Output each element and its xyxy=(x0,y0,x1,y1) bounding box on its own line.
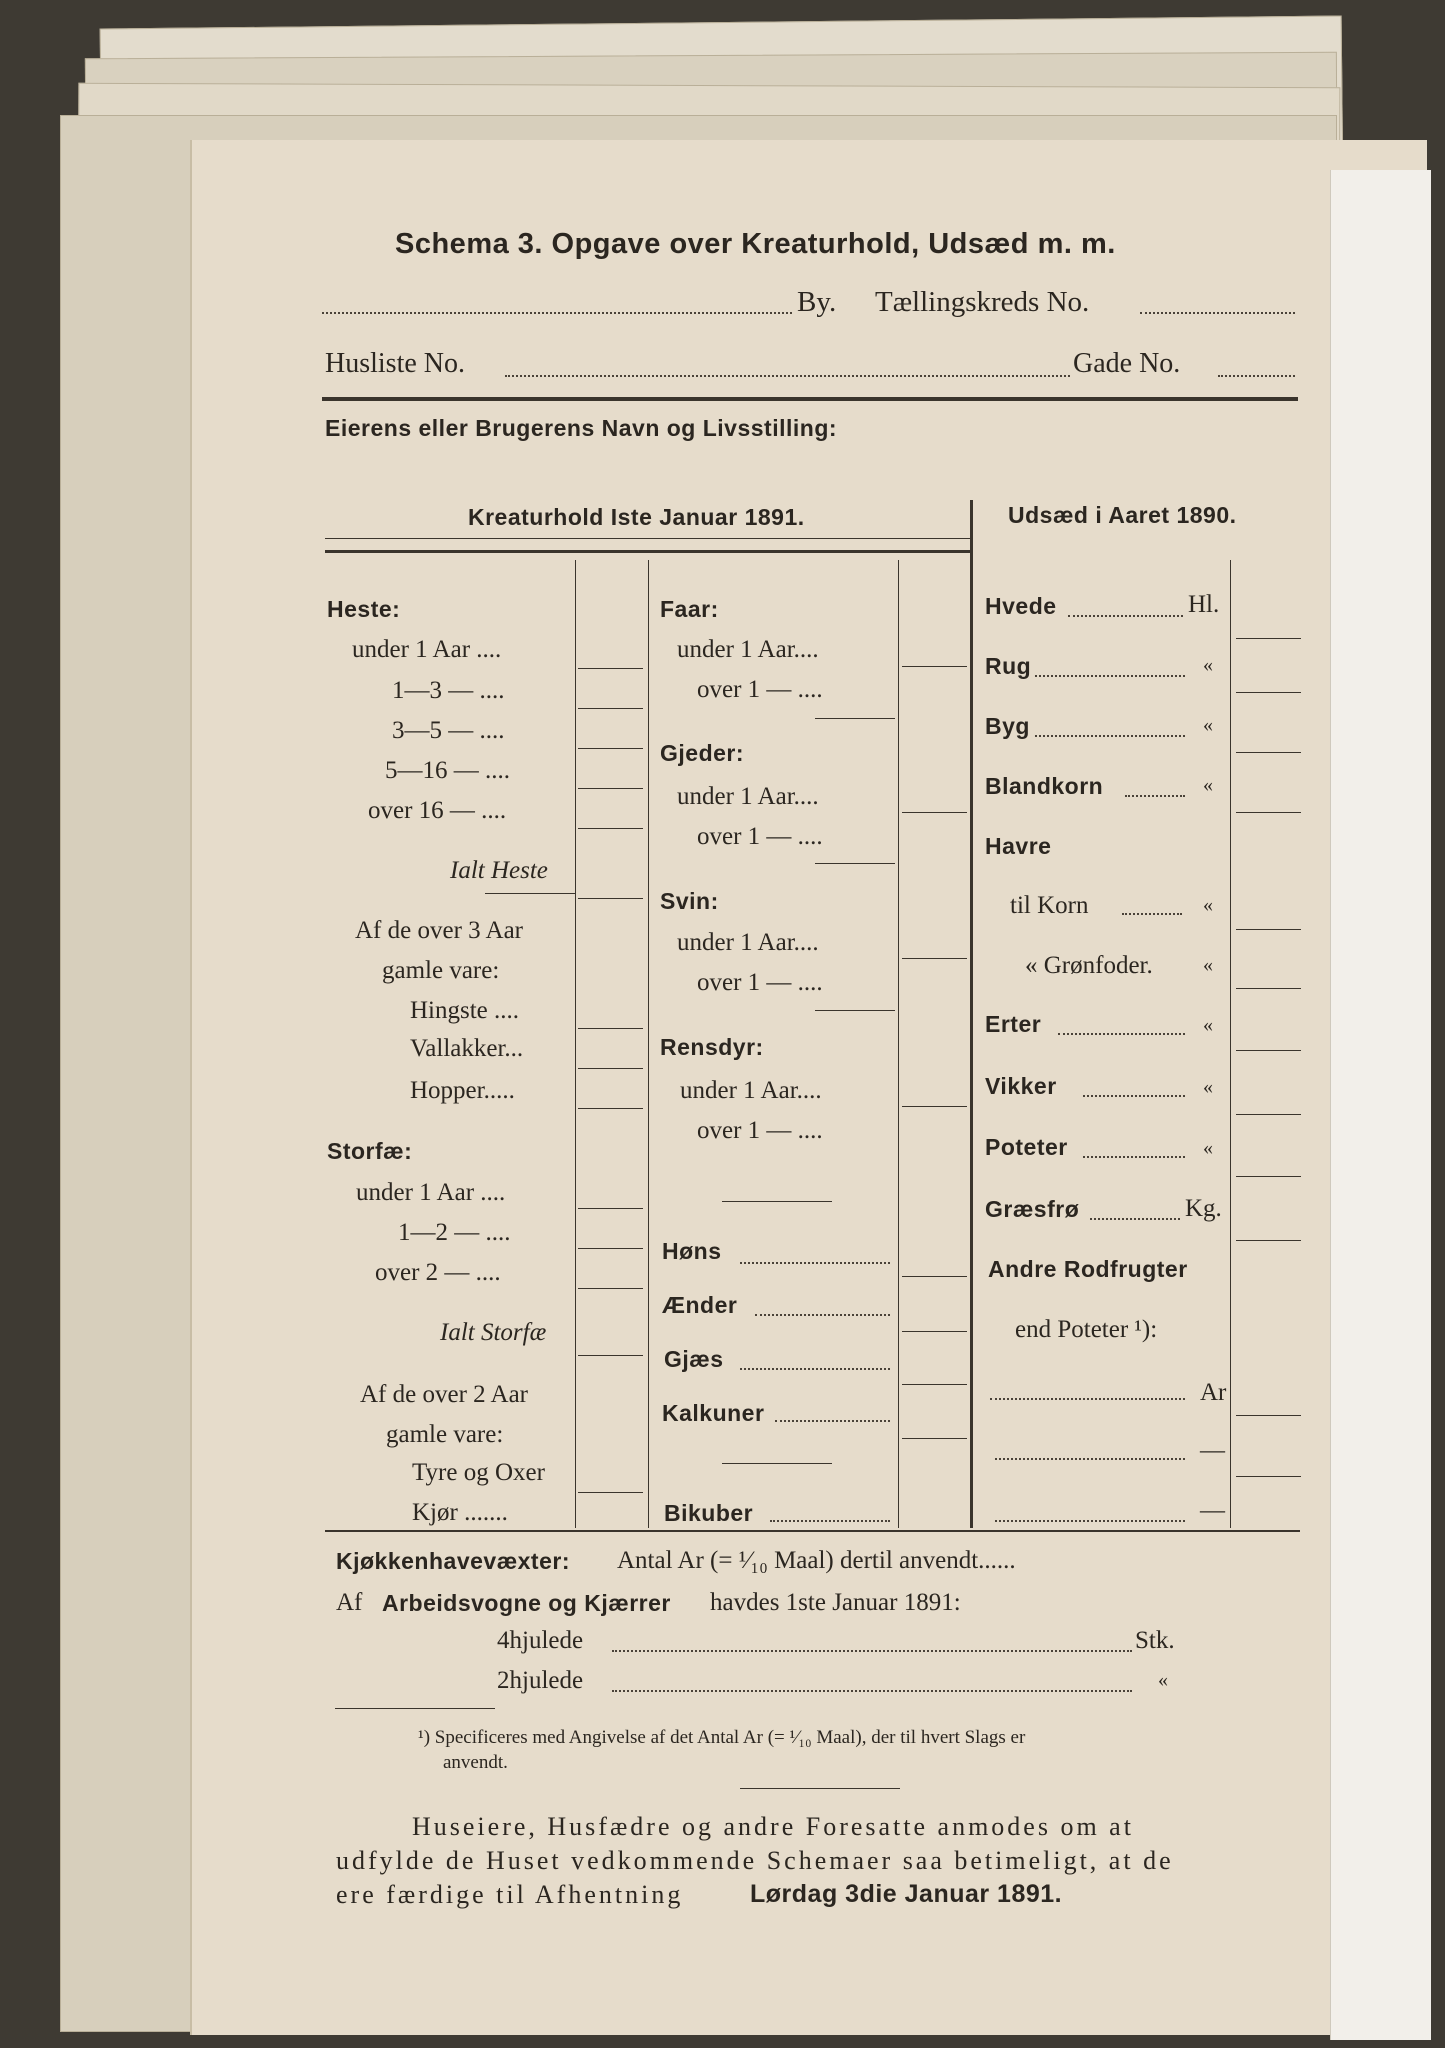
poteter-ditto: « xyxy=(1203,1137,1213,1159)
col3-value-line-left xyxy=(1230,560,1231,1528)
value-line xyxy=(1236,1476,1301,1477)
faar-under-1: under 1 Aar.... xyxy=(677,636,819,663)
footnote-line-1: ¹) Specificeres med Angivelse af det Antal Ar (= ¹⁄₁₀ Maal), der til hvert Slags er xyxy=(418,1727,1026,1748)
to-hjulede-ditto: « xyxy=(1158,1669,1168,1691)
andre-rodfrugter-2: end Poteter ¹): xyxy=(1015,1316,1158,1343)
husliste-dots xyxy=(505,375,1070,377)
value-line xyxy=(902,1106,967,1107)
col1-value-line-left xyxy=(575,560,576,1528)
footnote-rule xyxy=(335,1708,495,1709)
value-line xyxy=(578,748,643,749)
tyre-og-oxer: Tyre og Oxer xyxy=(412,1459,545,1486)
value-line xyxy=(578,1288,643,1289)
footnote-line-2: anvendt. xyxy=(443,1752,508,1773)
graesfro-dots xyxy=(1090,1218,1180,1220)
col2-value-line-left xyxy=(898,560,899,1528)
by-field-dots xyxy=(322,312,792,314)
value-line xyxy=(902,812,967,813)
sum-rule xyxy=(485,893,575,894)
heading-rule-left xyxy=(325,538,970,539)
notice-line-2: udfylde de Huset vedkommende Schemaer saa betimeligt, at de xyxy=(336,1846,1174,1875)
gjaes-dots xyxy=(740,1368,890,1370)
aender-label: Ænder xyxy=(662,1292,738,1318)
kalkuner-dots xyxy=(775,1420,890,1422)
value-line xyxy=(1236,1415,1301,1416)
erter-label: Erter xyxy=(985,1011,1042,1037)
af-over-2-aar: Af de over 2 Aar xyxy=(360,1381,528,1408)
poteter-label: Poteter xyxy=(985,1134,1068,1160)
udsaed-heading: Udsæd i Aaret 1890. xyxy=(1008,502,1237,528)
svin-under-1: under 1 Aar.... xyxy=(677,929,819,956)
byg-ditto: « xyxy=(1203,714,1213,736)
notice-rule xyxy=(740,1788,900,1789)
taellingskreds-label: Tællingskreds No. xyxy=(875,286,1090,318)
andre-dash-1: — xyxy=(1200,1437,1225,1464)
andre-dash-2: — xyxy=(1200,1497,1225,1524)
value-line xyxy=(578,1028,643,1029)
storfae-heading: Storfæ: xyxy=(327,1138,413,1164)
sum-rule xyxy=(815,718,895,719)
value-line xyxy=(578,898,643,899)
hvede-dots xyxy=(1068,615,1183,617)
sum-rule xyxy=(815,1010,895,1011)
heste-under-1: under 1 Aar .... xyxy=(352,636,502,663)
heste-over-16: over 16 — .... xyxy=(368,797,507,824)
gade-label: Gade No. xyxy=(1073,348,1181,379)
andre-line-3-dots xyxy=(995,1520,1185,1522)
rug-ditto: « xyxy=(1203,654,1213,676)
heste-5-16: 5—16 — .... xyxy=(385,757,510,784)
fire-hjulede-unit: Stk. xyxy=(1135,1627,1175,1654)
hons-label: Høns xyxy=(662,1238,722,1264)
faar-over-1: over 1 — .... xyxy=(697,676,823,703)
havre-label: Havre xyxy=(985,833,1052,859)
rensdyr-over-1: over 1 — .... xyxy=(697,1117,823,1144)
heste-1-3: 1—3 — .... xyxy=(392,677,505,704)
value-line xyxy=(578,668,643,669)
vikker-label: Vikker xyxy=(985,1073,1057,1099)
gronfoder-ditto: « xyxy=(1203,954,1213,976)
svin-over-1: over 1 — .... xyxy=(697,969,823,996)
gamle-vare-3: gamle vare: xyxy=(382,957,500,984)
graesfro-label: Græsfrø xyxy=(985,1196,1080,1222)
heste-3-5: 3—5 — .... xyxy=(392,717,505,744)
kalkuner-label: Kalkuner xyxy=(662,1400,765,1426)
notice-line-3: ere færdige til Afhentning xyxy=(336,1880,684,1909)
storfae-1-2: 1—2 — .... xyxy=(398,1219,511,1246)
fire-hjulede-label: 4hjulede xyxy=(497,1627,584,1654)
storfae-over-2: over 2 — .... xyxy=(375,1259,501,1286)
andre-line-2-dots xyxy=(995,1458,1185,1460)
value-line xyxy=(578,1208,643,1209)
faar-heading: Faar: xyxy=(660,596,719,622)
value-line xyxy=(1236,692,1301,693)
svin-heading: Svin: xyxy=(660,888,719,914)
erter-ditto: « xyxy=(1203,1014,1213,1036)
gjeder-over-1: over 1 — .... xyxy=(697,823,823,850)
value-line xyxy=(1236,1114,1301,1115)
table-bottom-rule xyxy=(325,1530,1300,1532)
value-line xyxy=(578,1108,643,1109)
section-divider xyxy=(970,500,973,1528)
value-line xyxy=(1236,1240,1301,1241)
gade-dots xyxy=(1218,375,1295,377)
value-line xyxy=(578,1355,643,1356)
rensdyr-heading: Rensdyr: xyxy=(660,1034,764,1060)
sum-rule xyxy=(722,1201,832,1202)
arbeidsvogne-prefix: Af xyxy=(336,1589,363,1616)
gjeder-under-1: under 1 Aar.... xyxy=(677,783,819,810)
sum-rule xyxy=(722,1463,832,1464)
page-white-edge xyxy=(1330,170,1431,2040)
husliste-label: Husliste No. xyxy=(325,348,465,379)
to-hjulede-dots xyxy=(612,1690,1132,1692)
value-line xyxy=(1236,752,1301,753)
notice-date: Lørdag 3die Januar 1891. xyxy=(750,1880,1063,1908)
value-line xyxy=(578,788,643,789)
til-korn-label: til Korn xyxy=(1010,892,1089,919)
vallakker: Vallakker... xyxy=(410,1035,524,1062)
to-hjulede-label: 2hjulede xyxy=(497,1667,584,1694)
gronfoder-label: « Grønfoder. xyxy=(1025,952,1153,979)
arbeidsvogne-label: Arbeidsvogne og Kjærrer xyxy=(382,1590,671,1616)
value-line xyxy=(578,1492,643,1493)
blandkorn-ditto: « xyxy=(1203,774,1213,796)
value-line xyxy=(578,1068,643,1069)
kjor: Kjør ....... xyxy=(412,1499,508,1526)
byg-label: Byg xyxy=(985,713,1030,739)
table-top-rule xyxy=(325,550,970,553)
gamle-vare-2: gamle vare: xyxy=(386,1421,504,1448)
fire-hjulede-dots xyxy=(612,1650,1132,1652)
value-line xyxy=(578,708,643,709)
sum-rule xyxy=(815,863,895,864)
vikker-dots xyxy=(1083,1095,1185,1097)
vikker-ditto: « xyxy=(1203,1076,1213,1098)
hons-dots xyxy=(740,1262,890,1264)
andre-line-1-dots xyxy=(990,1398,1185,1400)
value-line xyxy=(578,828,643,829)
aender-dots xyxy=(755,1314,890,1316)
hopper: Hopper..... xyxy=(410,1077,515,1104)
eier-label: Eierens eller Brugerens Navn og Livsstilling: xyxy=(325,415,838,441)
value-line xyxy=(902,1384,967,1385)
gjaes-label: Gjæs xyxy=(664,1346,724,1372)
byg-dots xyxy=(1035,735,1185,737)
gjeder-heading: Gjeder: xyxy=(660,740,745,766)
hvede-unit: Hl. xyxy=(1188,591,1220,618)
bikuber-label: Bikuber xyxy=(664,1500,754,1526)
af-over-3-aar: Af de over 3 Aar xyxy=(355,917,523,944)
ialt-storfae: Ialt Storfæ xyxy=(440,1319,547,1346)
value-line xyxy=(578,1248,643,1249)
blandkorn-dots xyxy=(1125,795,1185,797)
rug-label: Rug xyxy=(985,653,1032,679)
til-korn-ditto: « xyxy=(1203,894,1213,916)
value-line xyxy=(902,666,967,667)
hvede-label: Hvede xyxy=(985,593,1057,619)
rensdyr-under-1: under 1 Aar.... xyxy=(680,1077,822,1104)
value-line xyxy=(1236,1050,1301,1051)
col1-value-line-right xyxy=(648,560,649,1528)
erter-dots xyxy=(1058,1033,1185,1035)
notice-line-1: Huseiere, Husfædre og andre Foresatte anmodes om at xyxy=(412,1812,1134,1841)
heste-heading: Heste: xyxy=(327,596,401,622)
value-line xyxy=(1236,1176,1301,1177)
kjokkenhave-text: Antal Ar (= ¹⁄₁₀ Maal) dertil anvendt...... xyxy=(617,1547,1016,1574)
blandkorn-label: Blandkorn xyxy=(985,773,1104,799)
value-line xyxy=(1236,929,1301,930)
bikuber-dots xyxy=(770,1520,890,1522)
andre-ar-unit: Ar xyxy=(1200,1379,1227,1406)
kreaturhold-heading: Kreaturhold Iste Januar 1891. xyxy=(468,504,805,530)
value-line xyxy=(902,958,967,959)
value-line xyxy=(902,1438,967,1439)
by-label: By. xyxy=(797,286,837,318)
til-korn-dots xyxy=(1122,913,1182,915)
storfae-under-1: under 1 Aar .... xyxy=(356,1179,506,1206)
andre-rodfrugter-1: Andre Rodfrugter xyxy=(988,1256,1188,1282)
ialt-heste: Ialt Heste xyxy=(450,857,548,884)
value-line xyxy=(1236,638,1301,639)
value-line xyxy=(902,1331,967,1332)
rug-dots xyxy=(1035,675,1185,677)
taellingskreds-dots xyxy=(1140,312,1295,314)
hingste: Hingste .... xyxy=(410,997,520,1024)
form-title: Schema 3. Opgave over Kreaturhold, Udsæd m. m. xyxy=(395,228,1116,260)
value-line xyxy=(1236,812,1301,813)
value-line xyxy=(1236,988,1301,989)
value-line xyxy=(902,1276,967,1277)
kjokkenhave-label: Kjøkkenhavevæxter: xyxy=(336,1548,570,1574)
graesfro-unit: Kg. xyxy=(1185,1195,1222,1222)
poteter-dots xyxy=(1083,1156,1185,1158)
header-rule xyxy=(322,397,1298,401)
arbeidsvogne-text: havdes 1ste Januar 1891: xyxy=(710,1589,961,1616)
